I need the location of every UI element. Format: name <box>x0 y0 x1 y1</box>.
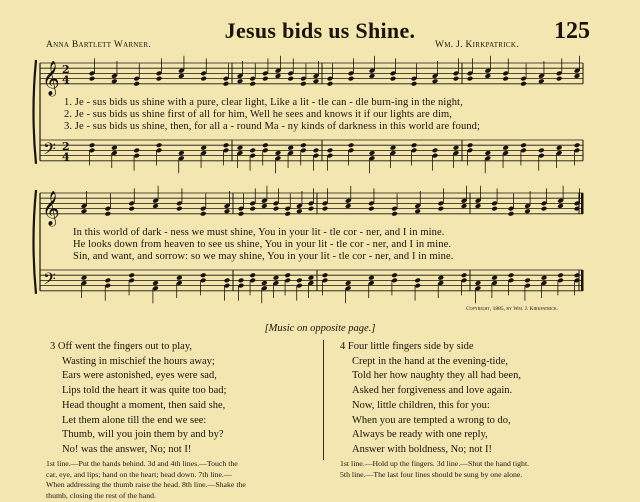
music-note: [Music on opposite page.] <box>264 323 376 334</box>
lyric-line-6: Sin, and want, and sorrow: so we may shine, You in your lit - tle cor - ner, and I in mine. <box>73 251 454 262</box>
page-number: 125 <box>554 18 590 44</box>
verse-4-line: Always be ready with one reply, <box>352 429 488 441</box>
note-head <box>411 81 418 87</box>
verse-4-line: Now, little children, this for you: <box>352 399 490 411</box>
note-head <box>368 206 375 212</box>
note-head <box>368 275 375 281</box>
note-head <box>390 145 397 151</box>
note-head <box>176 275 183 281</box>
note-head <box>438 275 445 281</box>
note-head <box>556 76 563 82</box>
note-head <box>348 142 355 148</box>
lyric-line-1: 1. Je - sus bids us shine with a pure, clear light, Like a lit - tle can - dle burn-ing in the night, <box>64 97 463 108</box>
note-head <box>502 76 509 82</box>
verse-3-line: Ears were astonished, eyes were sad, <box>62 370 217 382</box>
note-head <box>237 78 244 84</box>
action-note-3: 1st line.—Put the hands behind. 3d and 4th lines.—Touch the <box>46 459 238 468</box>
time-signature: 4 <box>62 73 70 87</box>
note-head <box>261 280 268 286</box>
note-head <box>475 280 482 286</box>
lyric-line-2: 2. Je - sus bids us shine first of all for him, Well he sees and knows it if our lights are dim, <box>64 109 452 120</box>
note-head <box>296 278 303 284</box>
note-head <box>287 76 294 82</box>
verse-4-line: When you are tempted a wrong to do, <box>352 414 511 426</box>
note-head <box>411 142 418 148</box>
note-head <box>300 142 307 148</box>
note-head <box>223 142 230 148</box>
double-bar <box>581 193 584 214</box>
note-head <box>327 148 334 154</box>
note-head <box>491 275 498 281</box>
note-head <box>89 142 96 148</box>
note-head <box>128 206 135 212</box>
note-head <box>369 73 376 79</box>
note-head <box>485 150 492 156</box>
note-head <box>128 272 135 278</box>
note-head <box>152 203 159 209</box>
note-head <box>432 148 439 154</box>
treble-clef: 𝄞 <box>42 190 60 226</box>
verse-4-line: 4 Four little fingers side by side <box>340 341 474 352</box>
note-head <box>178 73 185 79</box>
note-head <box>308 275 315 281</box>
note-head <box>300 81 307 87</box>
note-head <box>223 81 230 87</box>
note-head <box>414 278 421 284</box>
note-head <box>345 280 352 286</box>
note-head <box>200 145 207 151</box>
verse-4-line: Answer with boldness, No; not I! <box>352 443 492 455</box>
note-head <box>475 203 482 209</box>
note-head <box>81 208 88 214</box>
note-head <box>200 211 207 217</box>
note-head <box>284 211 291 217</box>
note-head <box>390 76 397 82</box>
note-head <box>538 78 545 84</box>
note-head <box>541 275 548 281</box>
time-signature: 2 <box>62 139 70 153</box>
composer-credit: Wm. J. Kirkpatrick. <box>435 40 519 50</box>
verse-3-line: Head thought a moment, then said she, <box>62 399 226 411</box>
action-note-3: car, eye, and lips; hand on the heart; head down. 7th line.— <box>46 469 232 479</box>
verse-3-line: No! was the answer, No; not I! <box>62 443 192 455</box>
note-head <box>520 81 527 87</box>
column-divider <box>323 340 324 460</box>
note-head <box>275 150 282 156</box>
bass-clef: 𝄢 <box>43 138 56 163</box>
note-head <box>249 148 256 154</box>
action-note-3: When addressing the thumb raise the head. 8th line.—Shake the <box>46 480 246 490</box>
note-head <box>414 208 421 214</box>
note-head <box>438 206 445 212</box>
verse-3-line: Wasting in mischief the hours away; <box>62 355 215 367</box>
note-head <box>176 206 183 212</box>
brace <box>34 190 37 294</box>
note-head <box>105 211 112 217</box>
note-head <box>156 76 163 82</box>
verse-3-line: Let them alone till the end we see: <box>62 414 207 426</box>
note-head <box>345 203 352 209</box>
note-head <box>262 76 269 82</box>
lyric-line-3: 3. Je - sus bids us shine, then, for all a - round Ma - ny kinds of darkness in this world are found; <box>64 121 481 132</box>
note-head <box>453 76 460 82</box>
note-head <box>81 275 88 281</box>
note-head <box>287 145 294 151</box>
note-head <box>237 145 244 151</box>
copyright-notice: Copyright, 1885, by Wm. J. Kirkpatrick. <box>466 306 559 312</box>
note-head <box>284 272 291 278</box>
note-head <box>105 278 112 284</box>
note-head <box>508 211 515 217</box>
note-head <box>111 78 118 84</box>
note-head <box>178 150 185 156</box>
bass-clef: 𝄢 <box>43 268 56 293</box>
note-head <box>348 76 355 82</box>
note-head <box>432 78 439 84</box>
time-signature: 2 <box>62 62 70 76</box>
note-head <box>273 206 280 212</box>
note-head <box>262 142 269 148</box>
note-head <box>485 73 492 79</box>
note-head <box>574 73 581 79</box>
action-note-4: 1st line.—Hold up the fingers. 3d line.—Shut the hand tight. <box>340 459 530 468</box>
hymn-title: Jesus bids us Shine. <box>224 18 416 43</box>
verse-3-line: Lips told the heart it was quite too bad; <box>62 385 227 397</box>
note-head <box>467 76 474 82</box>
brace <box>34 60 37 164</box>
note-head <box>491 206 498 212</box>
note-head <box>369 150 376 156</box>
verse-3-line: 3 Off went the fingers out to play, <box>50 341 193 352</box>
note-head <box>89 76 96 82</box>
note-head <box>200 272 207 278</box>
note-head <box>322 272 329 278</box>
note-head <box>453 145 460 151</box>
note-head <box>557 272 564 278</box>
lyric-line-4: In this world of dark - ness we must shine, You in your lit - tle cor - ner, and I in mine. <box>73 227 445 238</box>
note-head <box>541 206 548 212</box>
verse-4-line: Asked her forgiveness and love again. <box>352 385 513 397</box>
note-head <box>524 278 531 284</box>
note-head <box>467 142 474 148</box>
note-head <box>391 211 398 217</box>
note-head <box>308 206 315 212</box>
treble-clef: 𝄞 <box>42 60 60 96</box>
note-head <box>508 272 515 278</box>
note-head <box>461 272 468 278</box>
note-head <box>249 272 256 278</box>
double-bar <box>581 270 584 291</box>
note-head <box>574 142 581 148</box>
note-head <box>156 142 163 148</box>
verse-3-line: Thumb, will you join them by and by? <box>62 429 224 441</box>
note-head <box>322 206 329 212</box>
note-head <box>520 142 527 148</box>
note-head <box>224 278 231 284</box>
note-head <box>261 203 268 209</box>
note-head <box>524 208 531 214</box>
note-head <box>556 145 563 151</box>
note-head <box>296 208 303 214</box>
note-head <box>224 208 231 214</box>
note-head <box>249 81 256 87</box>
note-head <box>275 73 282 79</box>
note-head <box>391 272 398 278</box>
note-head <box>133 81 140 87</box>
action-note-3: thumb, closing the rest of the hand. <box>46 490 157 500</box>
note-head <box>313 148 320 154</box>
lyric-line-5: He looks down from heaven to see us shine, You in your lit - tle cor - ner, and I in mine. <box>73 239 452 250</box>
note-head <box>313 78 320 84</box>
note-head <box>538 148 545 154</box>
note-head <box>461 203 468 209</box>
action-note-4: 5th line.—The last four lines should be sung by one alone. <box>340 469 523 479</box>
note-head <box>200 76 207 82</box>
note-head <box>111 145 118 151</box>
note-head <box>152 280 159 286</box>
author-credit: Anna Bartlett Warner. <box>46 40 151 50</box>
note-head <box>249 206 256 212</box>
time-signature: 4 <box>62 150 70 164</box>
verse-4-line: Crept in the hand at the evening-tide, <box>352 355 508 367</box>
note-head <box>502 145 509 151</box>
note-head <box>327 81 334 87</box>
note-head <box>273 275 280 281</box>
note-head <box>133 148 140 154</box>
note-head <box>238 211 245 217</box>
note-head <box>238 278 245 284</box>
verse-4-line: Told her how naughty they all had been, <box>352 370 521 382</box>
note-head <box>557 203 564 209</box>
